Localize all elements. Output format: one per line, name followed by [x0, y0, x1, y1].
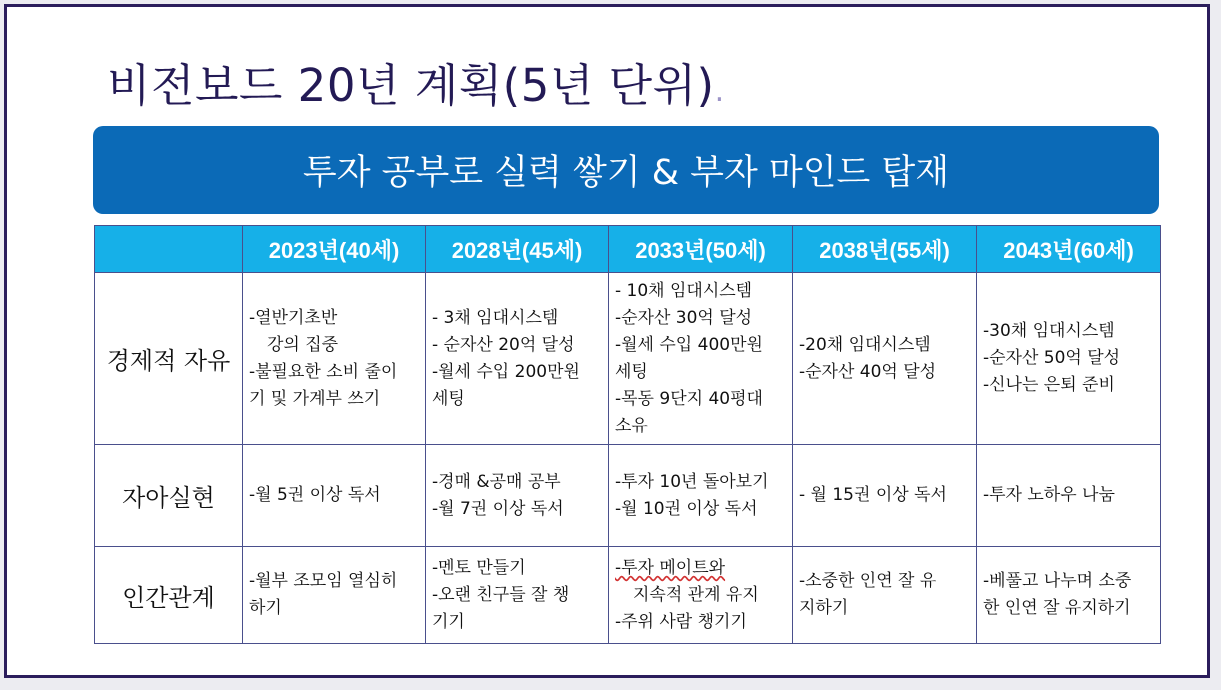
cell-line: -월 7권 이상 독서: [432, 498, 564, 519]
cell-line: -월 10권 이상 독서: [615, 498, 758, 519]
plan-table: [94, 225, 1161, 644]
cell-line: - 순자산 20억 달성: [432, 334, 575, 355]
cell-line: -불필요한 소비 줄이: [249, 361, 398, 382]
cell-line: -멘토 만들기: [432, 557, 526, 578]
cell-line: - 월 15권 이상 독서: [799, 485, 947, 505]
cell-line: 강의 집중: [267, 334, 339, 355]
title-dot: .: [714, 74, 725, 109]
cell-line: -목동 9단지 40평대: [615, 388, 763, 409]
table-cell: [609, 273, 793, 445]
table-cell: [609, 445, 793, 547]
header-row: [95, 226, 1161, 273]
cell-line: -열반기초반: [249, 307, 338, 328]
header-year-2028: 2028년(45세): [426, 226, 609, 273]
row-label: 인간관계: [95, 547, 243, 644]
header-corner: [95, 226, 243, 273]
table-cell: [793, 547, 977, 644]
cell-line: -투자 메이트와: [615, 557, 726, 578]
table-cell: [243, 445, 426, 547]
cell-line: 세팅: [432, 388, 465, 409]
page-title: [107, 49, 725, 114]
cell-line: -소중한 인연 잘 유: [799, 571, 937, 591]
table-cell: [243, 547, 426, 644]
cell-line: -월부 조모임 열심히: [249, 571, 398, 591]
cell-line: -주위 사람 챙기기: [615, 611, 747, 632]
cell-line: - 3채 임대시스템: [432, 307, 559, 328]
cell-line: -베풀고 나누며 소중: [983, 571, 1132, 591]
cell-line: 지속적 관계 유지: [633, 584, 759, 605]
header-year-2043: 2043년(60세): [977, 226, 1161, 273]
table-cell: [793, 273, 977, 445]
table-cell: [977, 445, 1161, 547]
table-row-self-realization: [95, 445, 1161, 547]
cell-line: -순자산 30억 달성: [615, 307, 753, 328]
cell-line: -월세 수입 200만원: [432, 361, 580, 382]
row-label: 경제적 자유: [95, 273, 243, 445]
table-cell: [426, 273, 609, 445]
cell-line: 소유: [615, 415, 648, 436]
row-label: 자아실현: [95, 445, 243, 547]
cell-line: 하기: [249, 598, 282, 618]
cell-line: -순자산 40억 달성: [799, 361, 937, 382]
cell-line: -오랜 친구들 잘 챙: [432, 584, 570, 605]
cell-line: -월세 수입 400만원: [615, 334, 763, 355]
cell-line: 기기: [432, 611, 465, 632]
title-text: 비전보드 20년 계획(5년 단위): [107, 59, 715, 112]
cell-line: -30채 임대시스템: [983, 321, 1115, 341]
cell-line: - 10채 임대시스템: [615, 280, 753, 301]
table-cell: [977, 547, 1161, 644]
cell-line: -20채 임대시스템: [799, 334, 931, 355]
table-row-relationships: [95, 547, 1161, 644]
table-cell: [426, 547, 609, 644]
header-year-2033: 2033년(50세): [609, 226, 793, 273]
slide: [4, 4, 1210, 678]
cell-line: 한 인연 잘 유지하기: [983, 598, 1131, 618]
table-row-financial-freedom: [95, 273, 1161, 445]
table-cell: [793, 445, 977, 547]
cell-line: -경매 &공매 공부: [432, 471, 561, 492]
table-cell: [426, 445, 609, 547]
banner-text: 투자 공부로 실력 쌓기 & 부자 마인드 탑재: [302, 153, 950, 193]
cell-line: -투자 노하우 나눔: [983, 485, 1115, 505]
table-cell: [609, 547, 793, 644]
cell-line: -신나는 은퇴 준비: [983, 375, 1115, 395]
cell-line: 지하기: [799, 598, 849, 618]
cell-line: 세팅: [615, 361, 648, 382]
table-cell: [243, 273, 426, 445]
header-year-2038: 2038년(55세): [793, 226, 977, 273]
cell-line: -투자 10년 돌아보기: [615, 471, 769, 492]
goal-banner: [93, 126, 1159, 214]
header-year-2023: 2023년(40세): [243, 226, 426, 273]
cell-line: -순자산 50억 달성: [983, 348, 1121, 368]
table-cell: [977, 273, 1161, 445]
cell-line: -월 5권 이상 독서: [249, 485, 381, 505]
cell-line: 기 및 가계부 쓰기: [249, 388, 381, 409]
